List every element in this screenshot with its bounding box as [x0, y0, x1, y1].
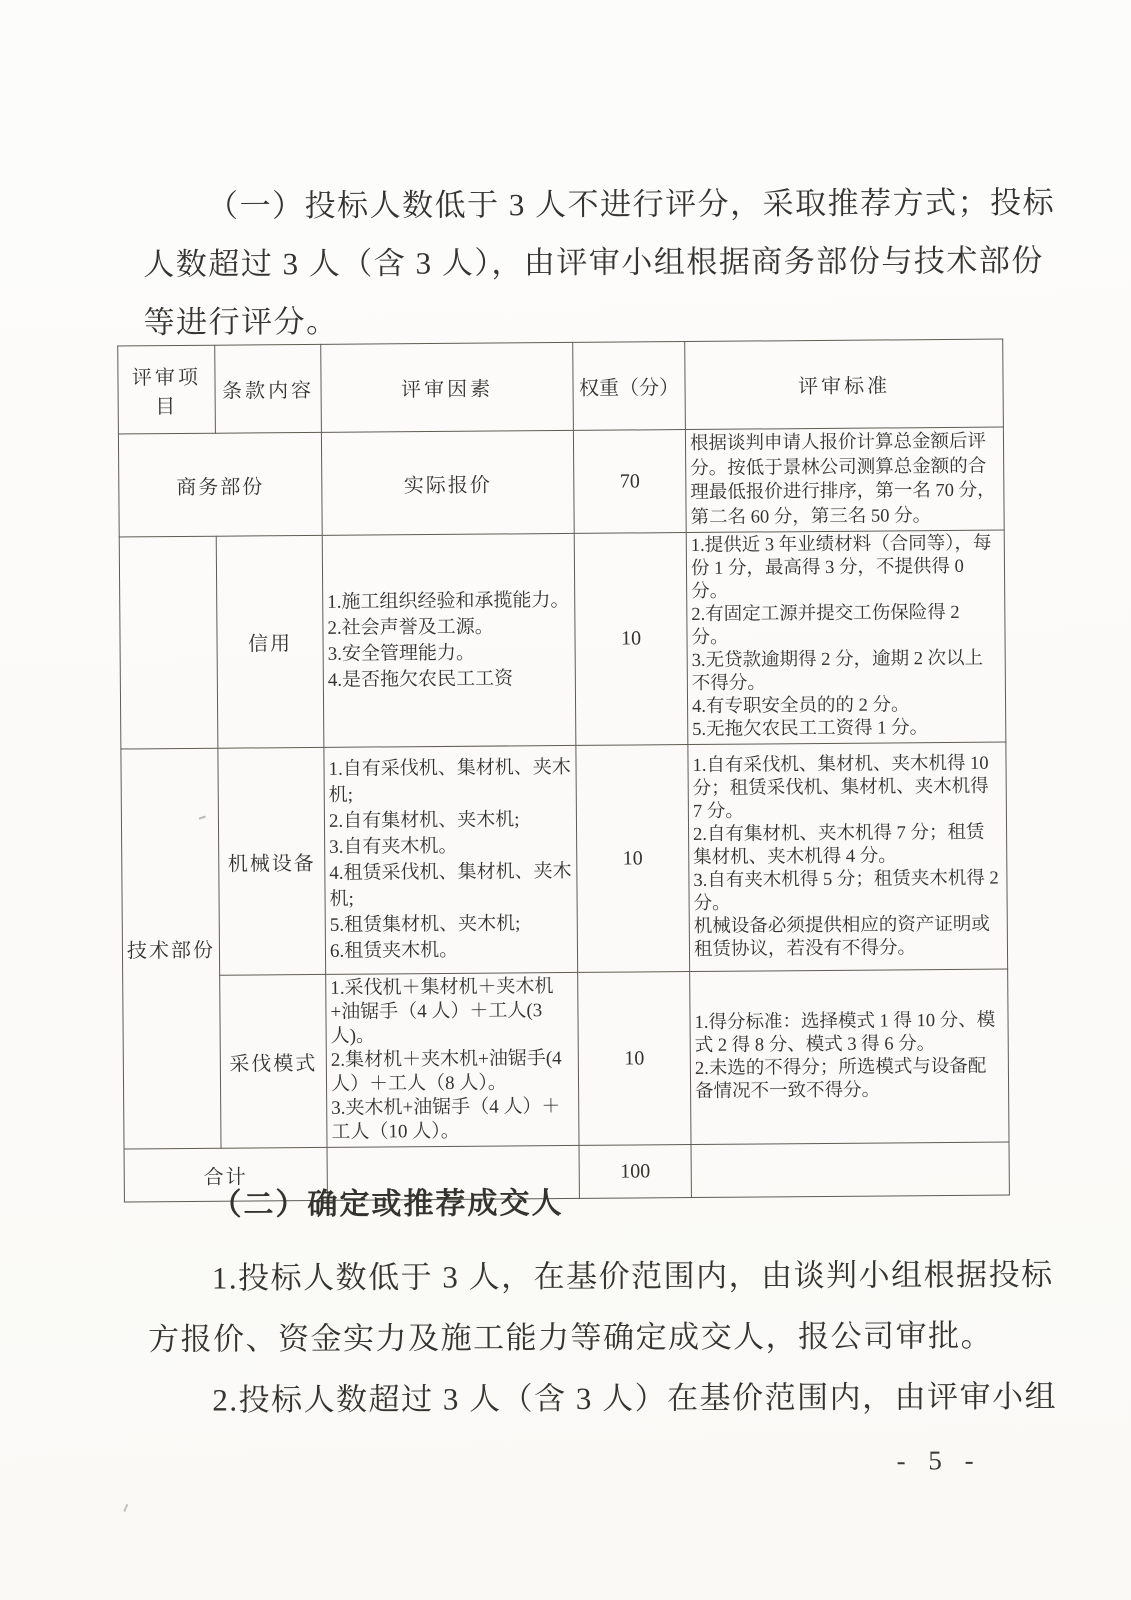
cell-mode-factors: 1.采伐机＋集材机＋夹木机+油锯手（4 人）＋工人(3 人)。 2.集材机＋夹木机+油锯手(4 人）＋工人（8 人）。 3.夹木机+油锯手（4 人）＋工人（10 人）。 — [326, 972, 579, 1147]
cell-mode-weight: 10 — [578, 972, 691, 1146]
cell-machinery-clause: 机械设备 — [218, 747, 326, 975]
header-item: 评审项目 — [118, 345, 216, 434]
row-credit — [119, 530, 1006, 749]
cell-credit-factors: 1.施工组织经验和承揽能力。 2.社会声誉及工源。 3.安全管理能力。 4.是否拖欠农民工工资 — [322, 533, 576, 747]
scan-speckle — [123, 1504, 128, 1512]
cell-business-weight: 70 — [573, 430, 686, 534]
intro-line-2: 人数超过 3 人（含 3 人），由评审小组根据商务部份与技术部份 — [143, 242, 1044, 282]
cell-business-item: 商务部份 — [118, 432, 322, 537]
cell-machinery-weight: 10 — [576, 745, 690, 973]
intro-line-1: （一）投标人数低于 3 人不进行评分，采取推荐方式；投标 — [207, 184, 1056, 224]
cell-machinery-factors: 1.自有采伐机、集材机、夹木机; 2.自有集材机、夹木机; 3.自有夹木机。 4.租赁采伐机、集材机、夹木机; 5.租赁集材机、夹木机; 6.租赁夹木机。 — [324, 745, 578, 974]
evaluation-table — [117, 339, 1010, 1203]
table-header-row — [118, 339, 1004, 434]
row-machinery — [121, 742, 1008, 976]
cell-mode-standards: 1.得分标准：选择模式 1 得 10 分、模式 2 得 8 分、模式 3 得 6 分。 2.未选的不得分；所选模式与设备配备情况不一致不得分。 — [690, 969, 1009, 1144]
section-two — [147, 1176, 1057, 1431]
header-weight: 权重（分） — [573, 342, 686, 431]
section-two-title: （二）确定或推荐成交人 — [211, 1187, 564, 1222]
cell-mode-clause: 采伐模式 — [220, 974, 327, 1148]
header-standard: 评审标准 — [685, 339, 1004, 429]
section-two-p1-line2: 方报价、资金实力及施工能力等确定成交人，报公司审批。 — [147, 1318, 994, 1357]
section-two-p1-line1: 1.投标人数低于 3 人，在基价范围内，由谈判小组根据投标 — [211, 1256, 1054, 1296]
header-clause: 条款内容 — [215, 344, 322, 433]
cell-credit-weight: 10 — [574, 533, 688, 746]
cell-tech-item: 技术部份 — [121, 748, 221, 1149]
cell-business-standard: 根据谈判申请人报价计算总金额后评分。按低于景林公司测算总金额的合理最低报价进行排序，第一名 70 分，第二名 60 分，第三名 50 分。 — [685, 427, 1004, 532]
row-business — [118, 427, 1004, 537]
intro-paragraph — [143, 174, 1056, 352]
section-two-p2-line1: 2.投标人数超过 3 人（含 3 人）在基价范围内，由评审小组 — [212, 1378, 1058, 1418]
cell-credit-standards: 1.提供近 3 年业绩材料（合同等），每份 1 分，最高得 3 分，不提供得 0 分。 2.有固定工源并提交工伤保险得 2 分。 3.无贷款逾期得 2 分，逾期 2 次以上不得分。 4.有专职安全员的的 2 分。 5.无拖欠农民工工资得 1 分。 — [686, 530, 1006, 744]
cell-total-label: 合计 — [124, 1147, 327, 1202]
intro-line-3: 等进行评分。 — [143, 303, 339, 340]
page-number: - 5 - — [896, 1445, 976, 1476]
cell-business-factor: 实际报价 — [321, 430, 574, 535]
row-mode — [123, 969, 1009, 1149]
cell-credit-clause: 信用 — [216, 535, 324, 748]
cell-machinery-standards: 1.自有采伐机、集材机、夹木机得 10 分；租赁采伐机、集材机、夹木机得 7 分。 2.自有集材机、夹木机得 7 分；租赁集材机、夹木机得 4 分。 3.自有夹木机得 5 分；租赁夹木机得 2 分。 机械设备必须提供相应的资产证明或租赁协议，若没有不得分。 — [688, 742, 1008, 971]
cell-credit-spacer — [119, 536, 218, 749]
cell-total-weight: 100 — [579, 1145, 691, 1199]
header-factor: 评审因素 — [321, 342, 574, 432]
